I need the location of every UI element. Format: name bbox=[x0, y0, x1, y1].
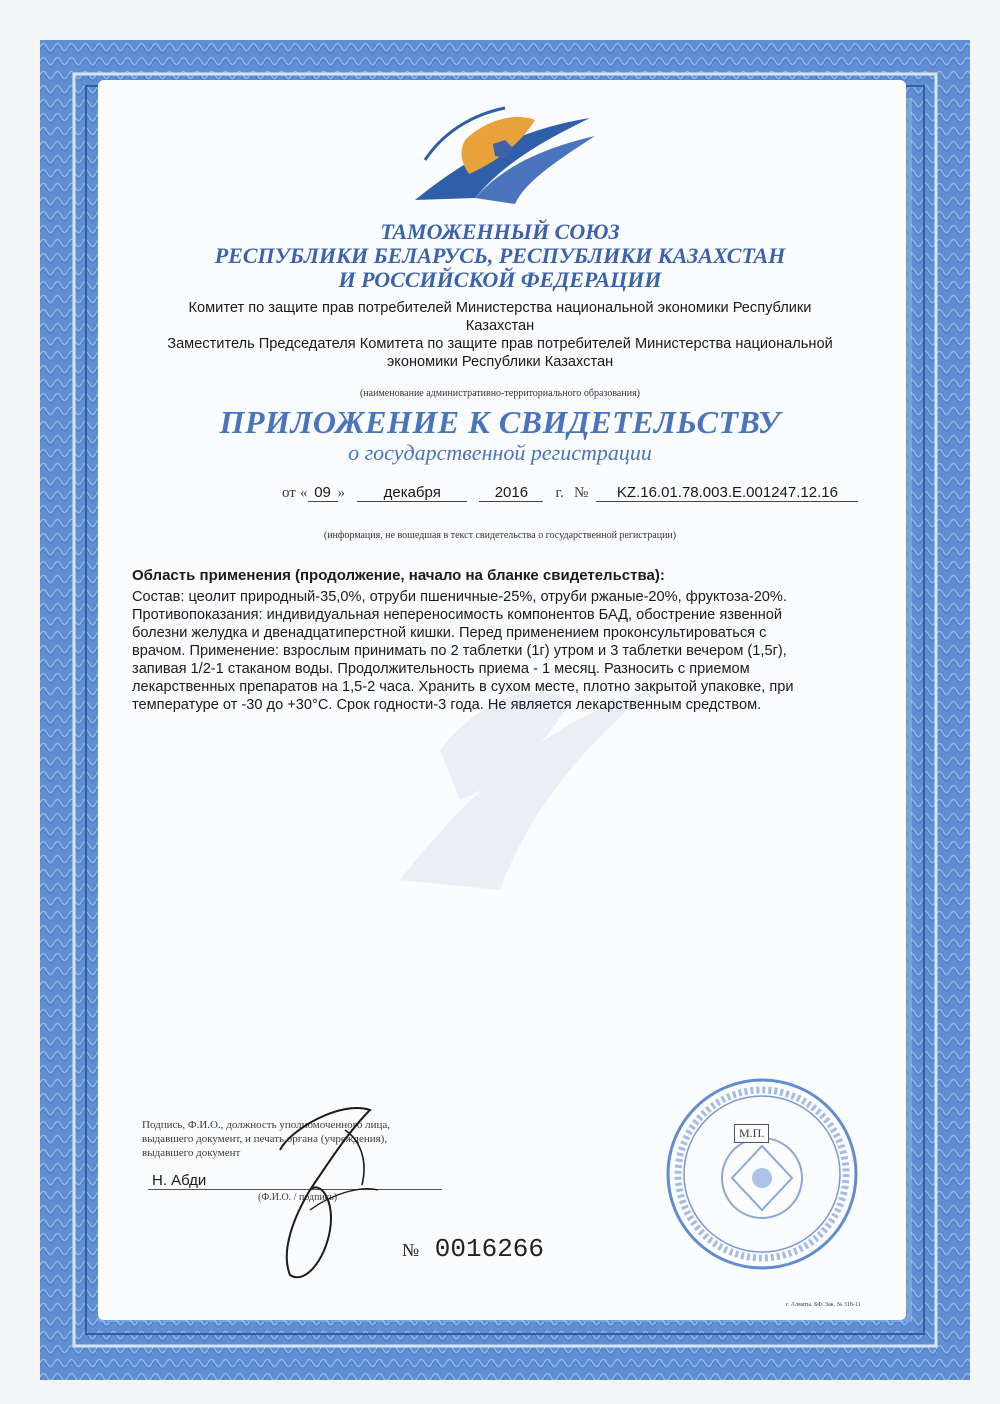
signature-caption-line2: выдавшего документ, и печать органа (учреждения), bbox=[142, 1133, 388, 1145]
authority-line1: Комитет по защите прав потребителей Министерства национальной экономики Республики bbox=[188, 300, 812, 316]
printer-note: г. Алматы. БФ. Зак. № 318-11 bbox=[786, 1302, 861, 1308]
document-title: ПРИЛОЖЕНИЕ К СВИДЕТЕЛЬСТВУ bbox=[219, 404, 781, 440]
year-suffix: г. bbox=[555, 485, 564, 501]
authority-line3: Заместитель Председателя Комитета по защите прав потребителей Министерства национальной bbox=[167, 336, 833, 352]
signature-caption-line1: Подпись, Ф.И.О., должность уполномоченного лица, bbox=[142, 1119, 391, 1131]
content-line-1: Состав: цеолит природный-35,0%, отруби пшеничные-25%, отруби ржаные-20%, фруктоза-20%. bbox=[132, 589, 787, 605]
serial-sign: № bbox=[402, 1240, 420, 1260]
official-stamp bbox=[662, 1074, 862, 1274]
stamp-place-mark: М.П. bbox=[734, 1124, 769, 1143]
reg-month: декабря bbox=[357, 484, 467, 502]
serial-number bbox=[402, 1234, 544, 1264]
authority-line4: экономики Республики Казахстан bbox=[386, 354, 614, 370]
signatory-caption: (Ф.И.О. / подпись) bbox=[258, 1192, 338, 1203]
content-line-7: температуре от -30 до +30°С. Срок годности-3 года. Не является лекарственным средством. bbox=[132, 697, 762, 713]
reg-year: 2016 bbox=[479, 484, 543, 502]
registration-line bbox=[282, 484, 902, 502]
signatory-name: Н. Абди bbox=[148, 1172, 442, 1190]
quote-open: « bbox=[300, 485, 308, 501]
authority-line2: Казахстан bbox=[465, 318, 535, 334]
union-name-line1: ТАМОЖЕННЫЙ СОЮЗ bbox=[380, 219, 620, 244]
authority-caption: (наименование административно-территориального образования) bbox=[359, 388, 640, 399]
content-line-4: врачом. Применение: взрослым принимать по 2 таблетки (1г) утром и 3 таблетки вечером (1,5г), bbox=[132, 643, 787, 659]
number-sign: № bbox=[573, 485, 589, 501]
handwritten-signature bbox=[250, 1090, 390, 1290]
signature-caption-line3: выдавшего документ bbox=[142, 1147, 241, 1159]
content-heading: Область применения (продолжение, начало на бланке свидетельства): bbox=[132, 567, 665, 584]
reg-number: KZ.16.01.78.003.E.001247.12.16 bbox=[596, 484, 858, 502]
document-subtitle: о государственной регистрации bbox=[348, 440, 652, 465]
content-line-5: запивая 1/2-1 стаканом воды. Продолжительность приема - 1 месяц. Разносить с приемом bbox=[132, 661, 750, 677]
customs-union-logo bbox=[405, 100, 605, 212]
registration-caption: (информация, не вошедшая в текст свидетельства о государственной регистрации) bbox=[323, 530, 677, 541]
reg-day: 09 bbox=[308, 484, 338, 502]
content-line-6: лекарственных препаратов на 1,5-2 часа. Хранить в сухом месте, плотно закрытой упаковке, при bbox=[132, 679, 794, 695]
quote-close: » bbox=[337, 485, 346, 501]
content-line-3: болезни желудка и двенадцатиперстной кишки. Перед применением проконсультироваться с bbox=[132, 625, 767, 641]
union-name-line3: И РОССИЙСКОЙ ФЕДЕРАЦИИ bbox=[338, 267, 662, 292]
union-name-line2: РЕСПУБЛИКИ БЕЛАРУСЬ, РЕСПУБЛИКИ КАЗАХСТАН bbox=[214, 243, 786, 268]
from-label: от bbox=[282, 485, 296, 501]
content-line-2: Противопоказания: индивидуальная непереносимость компонентов БАД, обострение язвенной bbox=[132, 607, 783, 623]
serial-value: 0016266 bbox=[434, 1234, 545, 1264]
